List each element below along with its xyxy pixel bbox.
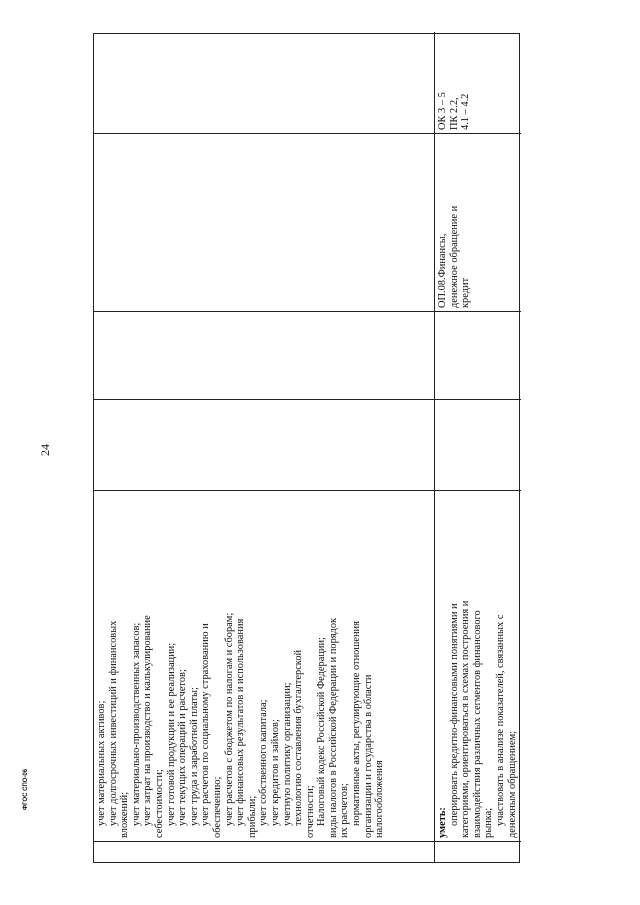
text-line: учет кредитов и займов; [269,719,281,826]
competency-line: ПК 2.2, [448,97,460,130]
table-cell-index [435,841,521,862]
table-cell-empty [94,311,435,399]
text-line: отчетности; [304,785,316,838]
text-line: обеспечению; [211,776,223,838]
competency-line: 4.1 – 4.2 [460,93,472,130]
text-line: учет финансовых результатов и использования [235,618,247,826]
table-cell-empty [435,311,521,399]
text-line: учет труда и заработной платы; [188,687,200,826]
text-line: взаимодействия различных сегментов финансового [471,610,483,838]
discipline-line: кредит [460,277,472,308]
text-line: участвовать в анализе показателей, связанных с [494,614,506,826]
text-line: денежным обращением; [506,730,518,838]
text-line: учет собственного капитала; [258,699,270,826]
text-line: учетную политику организации; [281,682,293,826]
table-cell-content [435,490,521,841]
text-line: нормативные акты, регулирующие отношения [351,621,363,826]
table-cell-index [94,841,435,862]
competency-line: ОК 3 – 5 [437,92,448,130]
text-line: учет расчетов по социальному страхованию и [200,623,212,826]
text-line: учет расчетов с бюджетом по налогам и сборам; [223,612,235,826]
text-line: налогообложения [374,760,386,838]
text-line: себестоимости; [153,769,165,838]
discipline-line: денежное обращение и [448,205,460,308]
text-line: учет материально-производственных запасов; [130,622,142,826]
text-line: вложений; [119,791,131,838]
text-line: рынка; [483,807,495,838]
text-line: оперировать кредитно-финансовыми понятиями и [448,603,460,826]
skills-heading: уметь: [437,807,448,838]
table-cell-empty [435,399,521,490]
text-line: учет затрат на производство и калькулирование [142,615,154,826]
standard-table [93,33,520,863]
table-cell-empty [94,399,435,490]
table-cell-discipline [435,133,521,311]
text-line: Налоговый кодекс Российской Федерации; [316,637,328,826]
text-line: категориями, ориентироваться в схемах построения и [460,600,472,838]
text-line: учет текущих операций и расчетов; [177,669,189,826]
table-cell-empty [94,133,435,311]
text-line: учет материальных активов; [96,700,107,826]
text-line: их расчетов; [339,783,351,838]
table-cell-content [94,490,435,841]
text-line: организации и государства в области [362,674,374,838]
text-line: учет готовой продукции и ее реализации; [165,642,177,826]
text-line: учет долгосрочных инвестиций и финансовых [107,620,119,826]
text-line: технологию составления бухгалтерской [293,649,305,826]
text-line: прибыли; [246,795,258,838]
table-cell-empty [94,32,435,133]
text-line: виды налогов в Российской Федерации и порядок [327,617,339,838]
discipline-line: ОП.08.Финансы, [437,233,448,308]
table-cell-competencies [435,32,521,133]
footer-document-code: ФГОС СПО-06 [23,768,29,810]
page-number: 24 [38,444,52,456]
